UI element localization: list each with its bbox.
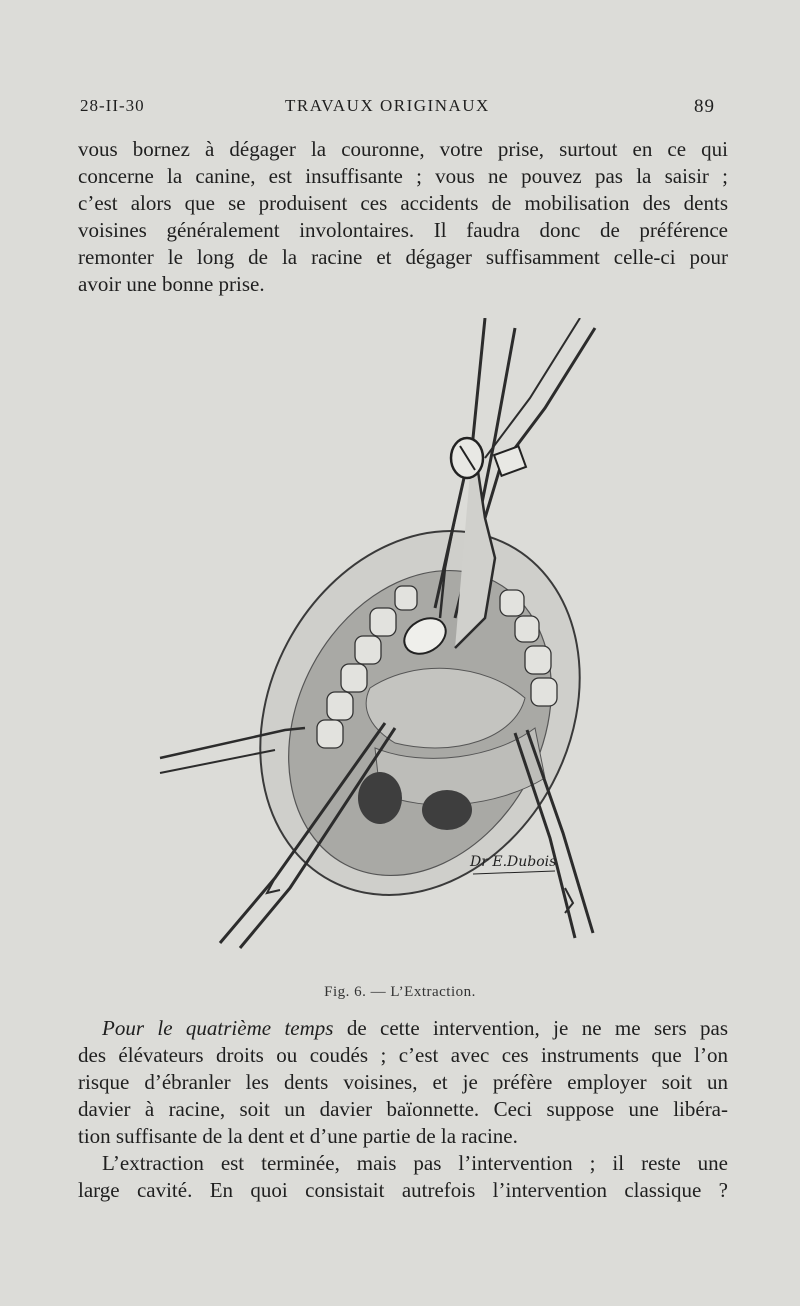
text-line: risque d’ébranler les dents voisines, et je préfère employer soit un xyxy=(78,1070,728,1094)
text-line: vous bornez à dégager la couronne, votre prise, surtout en ce qui xyxy=(78,137,728,161)
paragraph-1 xyxy=(78,136,728,298)
text-line: avoir une bonne prise. xyxy=(78,272,265,296)
figure-caption: Fig. 6. — L’Extraction. xyxy=(324,984,476,1000)
header-date: 28-II-30 xyxy=(80,96,145,115)
text-line: remonter le long de la racine et dégager suffisamment celle-ci pour xyxy=(78,245,728,269)
text-line: des élévateurs droits ou coudés ; c’est avec ces instruments que l’on xyxy=(78,1043,728,1067)
extraction-illustration xyxy=(155,318,615,958)
text-line: concerne la canine, est insuffisante ; vous ne pouvez pas la saisir ; xyxy=(78,164,728,188)
illustration-signature: Dr E.Dubois xyxy=(470,854,557,870)
text-line: large cavité. En quoi consistait autrefois l’intervention classique ? xyxy=(78,1178,728,1202)
text-line-rest: de cette intervention, je ne me sers pas xyxy=(333,1016,728,1040)
paragraph-2 xyxy=(78,1015,728,1204)
italic-lead: Pour le quatrième temps xyxy=(102,1016,334,1040)
header-title: TRAVAUX ORIGINAUX xyxy=(285,96,490,115)
text-line: L’extraction est terminée, mais pas l’intervention ; il reste une xyxy=(102,1151,728,1175)
text-line xyxy=(78,1015,728,1042)
text-line: voisines généralement involontaires. Il faudra donc de préférence xyxy=(78,218,728,242)
text-line: davier à racine, soit un davier baïonnette. Ceci suppose une libéra- xyxy=(78,1097,728,1121)
text-line: c’est alors que se produisent ces accidents de mobilisation des dents xyxy=(78,191,728,215)
text-line: tion suffisante de la dent et d’une partie de la racine. xyxy=(78,1124,518,1148)
running-header xyxy=(80,96,715,124)
page-number: 89 xyxy=(694,96,715,117)
